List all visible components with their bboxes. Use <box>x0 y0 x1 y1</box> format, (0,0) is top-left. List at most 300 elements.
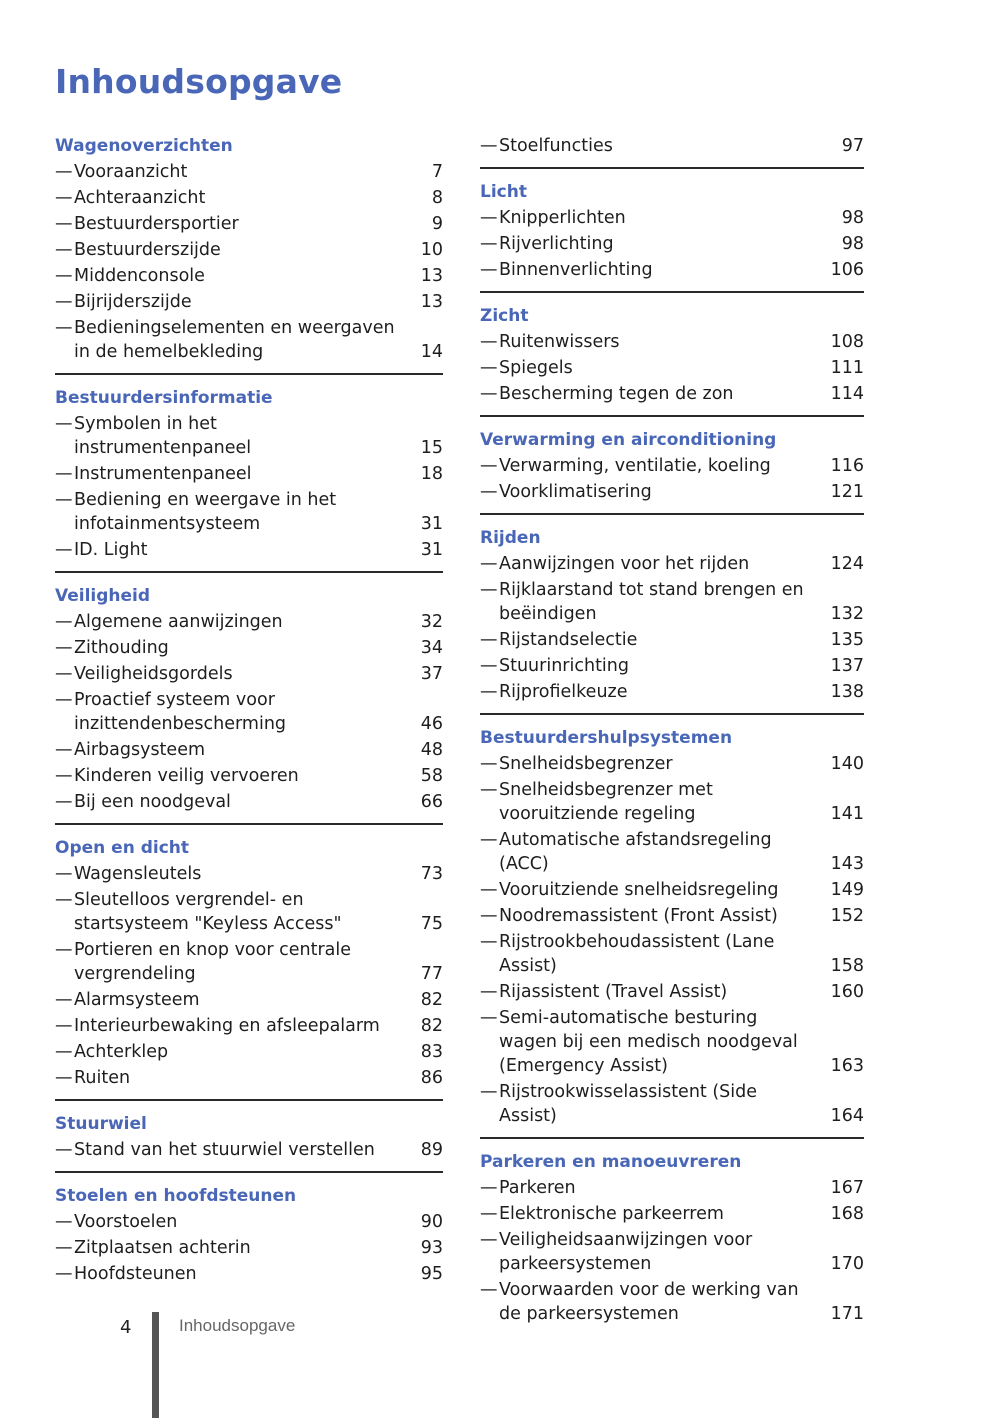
toc-entry-page-number: 97 <box>841 136 864 156</box>
toc-entry-text <box>480 680 830 704</box>
toc-entry-text <box>55 238 409 262</box>
toc-entry-label: Interieurbewaking en afsleepalarm <box>74 1016 380 1036</box>
toc-entry-page-number: 108 <box>830 332 864 352</box>
em-dash: — <box>55 1140 73 1160</box>
toc-entry-text <box>55 662 409 686</box>
em-dash: — <box>480 656 498 676</box>
em-dash: — <box>480 630 498 650</box>
toc-entry-label: Ruitenwissers <box>499 332 620 352</box>
toc-entry[interactable] <box>55 861 443 887</box>
em-dash: — <box>480 1280 498 1300</box>
em-dash: — <box>55 1042 73 1062</box>
toc-entry[interactable] <box>55 159 443 185</box>
toc-entry-text <box>55 636 409 660</box>
toc-entry-label: Rijassistent (Travel Assist) <box>499 982 728 1002</box>
em-dash: — <box>480 136 498 156</box>
toc-entry-label: Bedieningselementen en weergaven in de hemelbekleding <box>74 318 395 362</box>
toc-entry[interactable] <box>55 1235 443 1261</box>
toc-entry-text <box>55 988 409 1012</box>
em-dash: — <box>480 332 498 352</box>
em-dash: — <box>480 906 498 926</box>
toc-entry-label: Airbagsysteem <box>74 740 206 760</box>
toc-entry-text <box>55 1138 409 1162</box>
toc-entry[interactable] <box>480 679 864 705</box>
toc-entry-label: Semi-automatische besturing wagen bij een medisch noodgeval (Emergency Assist) <box>499 1008 798 1076</box>
toc-entry-page-number: 31 <box>420 514 443 534</box>
em-dash: — <box>55 864 73 884</box>
toc-entry-text <box>55 1210 409 1234</box>
toc-entry-page-number: 132 <box>830 604 864 624</box>
toc-entry-text <box>480 330 830 354</box>
toc-entry[interactable] <box>55 537 443 563</box>
em-dash: — <box>480 208 498 228</box>
toc-entry-label: Stuurinrichting <box>499 656 629 676</box>
toc-entry-label: Spiegels <box>499 358 573 378</box>
toc-section-stoelen-en-hoofdsteunen <box>55 1183 443 1295</box>
toc-entry-text <box>55 938 409 986</box>
page-number: 4 <box>120 1317 132 1338</box>
toc-entry-text <box>480 904 830 928</box>
toc-entry-text <box>480 878 830 902</box>
toc-entry-page-number: 138 <box>830 682 864 702</box>
toc-entry-text <box>55 738 409 762</box>
em-dash: — <box>55 1068 73 1088</box>
toc-entry-page-number: 73 <box>420 864 443 884</box>
toc-entry[interactable] <box>480 979 864 1005</box>
em-dash: — <box>480 982 498 1002</box>
em-dash: — <box>480 932 498 952</box>
toc-section-bestuurdershulpsystemen <box>480 725 864 1139</box>
em-dash: — <box>480 780 498 800</box>
toc-entry-label: Automatische afstandsregeling (ACC) <box>499 830 772 874</box>
em-dash: — <box>480 358 498 378</box>
footer-divider-bar <box>152 1312 159 1418</box>
toc-entry-page-number: 152 <box>830 906 864 926</box>
toc-entry-label: Verwarming, ventilatie, koeling <box>499 456 771 476</box>
toc-entry-label: Sleutelloos vergrendel- en startsysteem "Keyless Access" <box>74 890 342 934</box>
toc-entry[interactable] <box>480 877 864 903</box>
toc-entry-page-number: 158 <box>830 956 864 976</box>
toc-entry-label: Instrumentenpaneel <box>74 464 252 484</box>
toc-entry[interactable] <box>55 661 443 687</box>
em-dash: — <box>55 638 73 658</box>
toc-entry-text <box>55 538 409 562</box>
toc-entry[interactable] <box>55 315 443 365</box>
em-dash: — <box>55 1016 73 1036</box>
em-dash: — <box>55 162 73 182</box>
toc-entry-label: Rijstrookwisselassistent (Side Assist) <box>499 1082 758 1126</box>
toc-entry[interactable] <box>55 1039 443 1065</box>
toc-entry[interactable] <box>55 1261 443 1287</box>
toc-entry-page-number: 114 <box>830 384 864 404</box>
toc-entry-text <box>480 1006 830 1078</box>
toc-entry[interactable] <box>480 827 864 877</box>
em-dash: — <box>480 1178 498 1198</box>
toc-entry-page-number: 140 <box>830 754 864 774</box>
section-heading[interactable]: Verwarming en airconditioning <box>480 430 777 450</box>
em-dash: — <box>55 740 73 760</box>
toc-entry-text <box>480 552 830 576</box>
toc-entry[interactable] <box>55 789 443 815</box>
toc-entry-label: Vooruitziende snelheidsregeling <box>499 880 779 900</box>
toc-entry-label: Kinderen veilig vervoeren <box>74 766 299 786</box>
toc-entry-label: Ruiten <box>74 1068 131 1088</box>
toc-entry-page-number: 14 <box>420 342 443 362</box>
toc-entry-label: Voorklimatisering <box>499 482 652 502</box>
section-heading[interactable]: Zicht <box>480 306 529 326</box>
toc-entry-label: Hoofdsteunen <box>74 1264 197 1284</box>
toc-entry[interactable] <box>480 453 864 479</box>
toc-section-continued <box>480 133 864 169</box>
toc-entry-label: ID. Light <box>74 540 148 560</box>
toc-entry-page-number: 82 <box>420 1016 443 1036</box>
toc-entry-text <box>480 980 830 1004</box>
em-dash: — <box>480 234 498 254</box>
toc-entry-label: Bediening en weergave in het infotainmentsysteem <box>74 490 337 534</box>
toc-entry-label: Zitplaatsen achterin <box>74 1238 251 1258</box>
toc-entry[interactable] <box>55 237 443 263</box>
toc-entry-label: Achterklep <box>74 1042 169 1062</box>
toc-entry-page-number: 32 <box>420 612 443 632</box>
toc-entry[interactable] <box>480 1201 864 1227</box>
em-dash: — <box>480 482 498 502</box>
toc-entry[interactable] <box>55 687 443 737</box>
toc-entry-text <box>55 264 409 288</box>
toc-entry[interactable] <box>480 903 864 929</box>
toc-entry-page-number: 13 <box>420 292 443 312</box>
toc-entry[interactable] <box>480 355 864 381</box>
toc-entry-text <box>480 1202 830 1226</box>
toc-entry[interactable] <box>480 381 864 407</box>
toc-entry[interactable] <box>480 205 864 231</box>
toc-entry[interactable] <box>55 737 443 763</box>
toc-entry[interactable] <box>55 185 443 211</box>
toc-entry[interactable] <box>55 1013 443 1039</box>
toc-entry-text <box>480 778 830 826</box>
em-dash: — <box>55 690 73 710</box>
toc-entry-text <box>480 206 830 230</box>
toc-entry-label: Snelheidsbegrenzer <box>499 754 673 774</box>
toc-entry-page-number: 7 <box>431 162 443 182</box>
em-dash: — <box>480 682 498 702</box>
toc-entry[interactable] <box>480 1227 864 1277</box>
toc-section-licht <box>480 179 864 293</box>
toc-entry[interactable] <box>480 1005 864 1079</box>
toc-entry-label: Vooraanzicht <box>74 162 188 182</box>
toc-entry[interactable] <box>55 987 443 1013</box>
toc-entry-page-number: 15 <box>420 438 443 458</box>
toc-entry-text <box>480 454 830 478</box>
toc-entry-text <box>55 462 409 486</box>
toc-entry-text <box>55 688 409 736</box>
toc-entry-page-number: 111 <box>830 358 864 378</box>
toc-entry-label: Voorstoelen <box>74 1212 178 1232</box>
toc-entry-page-number: 98 <box>841 234 864 254</box>
em-dash: — <box>480 456 498 476</box>
toc-entry-page-number: 86 <box>420 1068 443 1088</box>
toc-entry-label: Proactief systeem voor inzittendenbescherming <box>74 690 287 734</box>
toc-section-parkeren-en-manoeuvreren <box>480 1149 864 1335</box>
toc-entry-text <box>480 480 830 504</box>
toc-entry[interactable] <box>55 609 443 635</box>
toc-entry-text <box>55 488 409 536</box>
section-heading[interactable]: Wagenoverzichten <box>55 136 233 156</box>
toc-entry-page-number: 66 <box>420 792 443 812</box>
em-dash: — <box>480 1204 498 1224</box>
toc-right-column <box>480 133 864 1345</box>
em-dash: — <box>480 754 498 774</box>
toc-entry[interactable] <box>55 1065 443 1091</box>
toc-section-verwarming-en-airconditioning <box>480 427 864 515</box>
section-heading[interactable]: Rijden <box>480 528 541 548</box>
toc-entry-page-number: 18 <box>420 464 443 484</box>
toc-entry-text <box>55 1040 409 1064</box>
toc-entry-text <box>55 290 409 314</box>
toc-entry-label: Stoelfuncties <box>499 136 613 156</box>
toc-entry-page-number: 10 <box>420 240 443 260</box>
toc-entry-text <box>55 1236 409 1260</box>
toc-entry[interactable] <box>480 751 864 777</box>
toc-entry-label: Veiligheidsgordels <box>74 664 233 684</box>
toc-entry-label: Stand van het stuurwiel verstellen <box>74 1140 375 1160</box>
toc-entry-text <box>55 1014 409 1038</box>
toc-entry[interactable] <box>55 1209 443 1235</box>
em-dash: — <box>55 188 73 208</box>
toc-entry-label: Rijklaarstand tot stand brengen en beëindigen <box>499 580 804 624</box>
toc-entry[interactable] <box>480 1079 864 1129</box>
toc-entry-label: Portieren en knop voor centrale vergrendeling <box>74 940 351 984</box>
toc-entry[interactable] <box>55 289 443 315</box>
toc-entry-page-number: 141 <box>830 804 864 824</box>
em-dash: — <box>480 554 498 574</box>
toc-entry-page-number: 89 <box>420 1140 443 1160</box>
toc-entry-label: Rijprofielkeuze <box>499 682 628 702</box>
toc-entry-page-number: 163 <box>830 1056 864 1076</box>
toc-entry[interactable] <box>480 653 864 679</box>
toc-left-column <box>55 133 443 1305</box>
toc-entry[interactable] <box>55 887 443 937</box>
toc-entry-text <box>480 1176 830 1200</box>
toc-entry-page-number: 75 <box>420 914 443 934</box>
toc-entry-page-number: 124 <box>830 554 864 574</box>
toc-entry[interactable] <box>480 479 864 505</box>
toc-entry[interactable] <box>480 1277 864 1327</box>
toc-entry[interactable] <box>55 487 443 537</box>
toc-entry[interactable] <box>480 777 864 827</box>
toc-entry-text <box>480 232 830 256</box>
section-heading[interactable]: Open en dicht <box>55 838 190 858</box>
em-dash: — <box>55 766 73 786</box>
section-heading[interactable]: Licht <box>480 182 527 202</box>
toc-entry-page-number: 37 <box>420 664 443 684</box>
toc-section-wagenoverzichten <box>55 133 443 375</box>
toc-entry[interactable] <box>55 461 443 487</box>
toc-entry[interactable] <box>480 627 864 653</box>
em-dash: — <box>55 1238 73 1258</box>
toc-entry-page-number: 143 <box>830 854 864 874</box>
em-dash: — <box>55 664 73 684</box>
toc-entry-label: Parkeren <box>499 1178 576 1198</box>
section-heading[interactable]: Bestuurdersinformatie <box>55 388 273 408</box>
em-dash: — <box>55 266 73 286</box>
toc-entry[interactable] <box>480 133 864 159</box>
toc-entry-text <box>480 1278 830 1326</box>
page-title: Inhoudsopgave <box>55 62 343 101</box>
em-dash: — <box>55 1264 73 1284</box>
section-heading[interactable]: Stuurwiel <box>55 1114 147 1134</box>
toc-entry-text <box>55 790 409 814</box>
toc-entry-label: Achteraanzicht <box>74 188 206 208</box>
toc-entry-text <box>480 752 830 776</box>
toc-entry-page-number: 95 <box>420 1264 443 1284</box>
toc-section-rijden <box>480 525 864 715</box>
toc-entry-page-number: 82 <box>420 990 443 1010</box>
em-dash: — <box>55 990 73 1010</box>
toc-entry-text <box>480 628 830 652</box>
toc-section-open-en-dicht <box>55 835 443 1101</box>
toc-entry-label: Voorwaarden voor de werking van de parkeersystemen <box>499 1280 799 1324</box>
em-dash: — <box>480 830 498 850</box>
toc-entry-text <box>480 356 830 380</box>
toc-entry[interactable] <box>55 635 443 661</box>
toc-entry-text <box>480 134 830 158</box>
em-dash: — <box>55 540 73 560</box>
toc-entry[interactable] <box>480 329 864 355</box>
toc-entry-page-number: 83 <box>420 1042 443 1062</box>
toc-entry-text <box>55 316 409 364</box>
em-dash: — <box>55 464 73 484</box>
toc-entry[interactable] <box>55 1137 443 1163</box>
toc-entry-text <box>480 654 830 678</box>
em-dash: — <box>480 260 498 280</box>
toc-entry-page-number: 58 <box>420 766 443 786</box>
section-heading[interactable]: Stoelen en hoofdsteunen <box>55 1186 297 1206</box>
toc-entry[interactable] <box>480 257 864 283</box>
em-dash: — <box>55 612 73 632</box>
toc-entry-page-number: 168 <box>830 1204 864 1224</box>
section-heading[interactable]: Veiligheid <box>55 586 151 606</box>
em-dash: — <box>480 1008 498 1028</box>
toc-entry[interactable] <box>480 551 864 577</box>
toc-entry[interactable] <box>55 937 443 987</box>
toc-entry-text <box>480 258 830 282</box>
em-dash: — <box>480 580 498 600</box>
toc-entry-label: Bestuurdersportier <box>74 214 239 234</box>
toc-entry-label: Wagensleutels <box>74 864 202 884</box>
toc-entry-label: Bescherming tegen de zon <box>499 384 734 404</box>
em-dash: — <box>55 890 73 910</box>
toc-entry-page-number: 34 <box>420 638 443 658</box>
toc-entry-label: Aanwijzingen voor het rijden <box>499 554 750 574</box>
toc-entry[interactable] <box>55 211 443 237</box>
toc-entry-text <box>55 186 409 210</box>
toc-entry-text <box>55 764 409 788</box>
toc-entry-text <box>480 382 830 406</box>
toc-entry-label: Veiligheidsaanwijzingen voor parkeersystemen <box>499 1230 753 1274</box>
toc-entry-label: Rijstrookbehoudassistent (Lane Assist) <box>499 932 775 976</box>
toc-entry-page-number: 93 <box>420 1238 443 1258</box>
em-dash: — <box>480 384 498 404</box>
toc-entry-page-number: 13 <box>420 266 443 286</box>
toc-entry-page-number: 8 <box>431 188 443 208</box>
running-title: Inhoudsopgave <box>179 1316 296 1335</box>
toc-entry-text <box>480 828 830 876</box>
toc-entry-page-number: 170 <box>830 1254 864 1274</box>
toc-entry-page-number: 90 <box>420 1212 443 1232</box>
toc-entry-page-number: 31 <box>420 540 443 560</box>
toc-entry-page-number: 48 <box>420 740 443 760</box>
em-dash: — <box>480 1082 498 1102</box>
toc-entry-text <box>55 1262 409 1286</box>
em-dash: — <box>55 214 73 234</box>
toc-entry-label: Middenconsole <box>74 266 205 286</box>
toc-entry-label: Rijverlichting <box>499 234 614 254</box>
toc-entry-page-number: 160 <box>830 982 864 1002</box>
toc-entry-text <box>480 1228 830 1276</box>
toc-entry-page-number: 121 <box>830 482 864 502</box>
em-dash: — <box>480 880 498 900</box>
toc-entry-text <box>480 930 830 978</box>
toc-entry[interactable] <box>480 929 864 979</box>
toc-entry-text <box>55 862 409 886</box>
toc-entry-page-number: 167 <box>830 1178 864 1198</box>
toc-entry-page-number: 106 <box>830 260 864 280</box>
toc-entry[interactable] <box>55 763 443 789</box>
toc-entry-page-number: 9 <box>431 214 443 234</box>
toc-entry-label: Zithouding <box>74 638 169 658</box>
toc-entry[interactable] <box>55 263 443 289</box>
em-dash: — <box>55 318 73 338</box>
em-dash: — <box>55 792 73 812</box>
toc-entry[interactable] <box>480 577 864 627</box>
em-dash: — <box>55 414 73 434</box>
toc-entry-text <box>480 1080 830 1128</box>
toc-entry-label: Symbolen in het instrumentenpaneel <box>74 414 252 458</box>
em-dash: — <box>55 1212 73 1232</box>
toc-entry-text <box>55 610 409 634</box>
toc-entry-label: Alarmsysteem <box>74 990 200 1010</box>
toc-entry-label: Rijstandselectie <box>499 630 638 650</box>
toc-entry-page-number: 137 <box>830 656 864 676</box>
toc-entry-text <box>55 1066 409 1090</box>
toc-section-bestuurdersinformatie <box>55 385 443 573</box>
toc-section-stuurwiel <box>55 1111 443 1173</box>
section-heading[interactable]: Parkeren en manoeuvreren <box>480 1152 742 1172</box>
toc-entry-text <box>55 212 409 236</box>
toc-entry-page-number: 77 <box>420 964 443 984</box>
em-dash: — <box>55 240 73 260</box>
em-dash: — <box>55 292 73 312</box>
toc-entry[interactable] <box>55 411 443 461</box>
toc-entry-page-number: 135 <box>830 630 864 650</box>
em-dash: — <box>55 490 73 510</box>
toc-entry-text <box>55 160 409 184</box>
toc-entry-label: Binnenverlichting <box>499 260 653 280</box>
toc-entry-label: Knipperlichten <box>499 208 626 228</box>
toc-entry[interactable] <box>480 231 864 257</box>
section-heading[interactable]: Bestuurdershulpsystemen <box>480 728 733 748</box>
toc-entry-label: Algemene aanwijzingen <box>74 612 283 632</box>
toc-entry[interactable] <box>480 1175 864 1201</box>
toc-entry-label: Snelheidsbegrenzer met vooruitziende regeling <box>499 780 713 824</box>
toc-entry-text <box>55 888 409 936</box>
toc-entry-label: Elektronische parkeerrem <box>499 1204 724 1224</box>
toc-entry-page-number: 171 <box>830 1304 864 1324</box>
toc-entry-page-number: 46 <box>420 714 443 734</box>
toc-section-zicht <box>480 303 864 417</box>
toc-entry-page-number: 164 <box>830 1106 864 1126</box>
toc-entry-label: Bij een noodgeval <box>74 792 231 812</box>
